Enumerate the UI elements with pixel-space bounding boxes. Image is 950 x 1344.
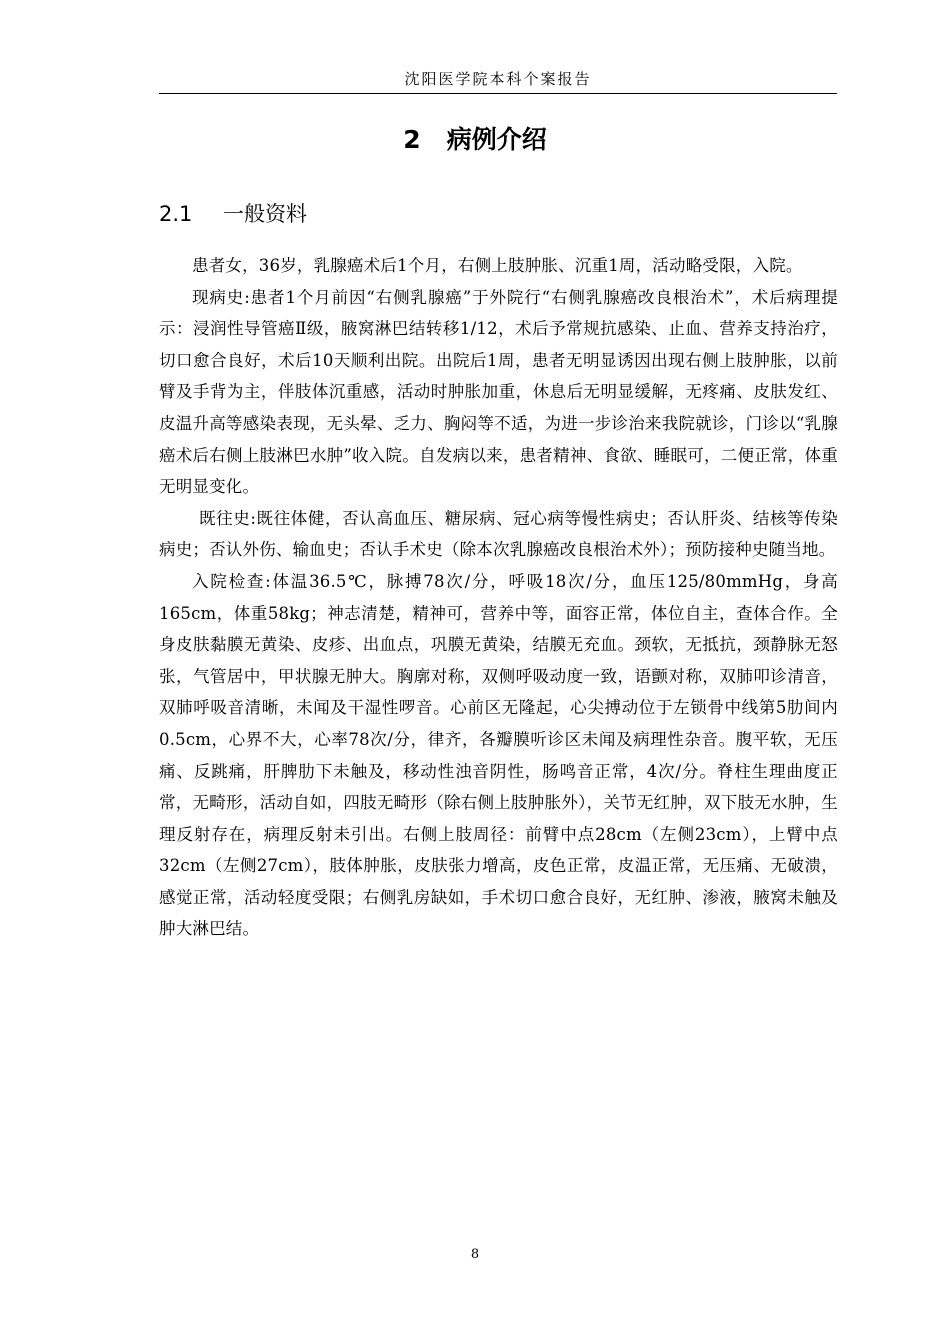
- paragraph-past-history: 既往史:既往体健，否认高血压、糖尿病、冠心病等慢性病史；否认肝炎、结核等传染病史；否认外伤、输血史；否认手术史（除本次乳腺癌改良根治术外）；预防接种史随当地。: [159, 508, 838, 560]
- paragraph-chief-complaint: 患者女，36岁，乳腺癌术后1个月，右侧上肢肿胀、沉重1周，活动略受限，入院。: [192, 256, 803, 275]
- paragraph-present-illness: 现病史:患者1个月前因“右侧乳腺癌”于外院行“右侧乳腺癌改良根治术”，术后病理提示：浸润性导管癌Ⅱ级，腋窝淋巴结转移1/12，术后予常规抗感染、止血、营养支持治疗，切口愈合良好，术后10天顺利出院。出院后1周，患者无明显诱因出现右侧上肢肿胀，以前臂及手背为主，伴肢体沉重感，活动时肿胀加重，休息后无明显缓解，无疼痛、皮肤发红、皮温升高等感染表现，无头晕、乏力、胸闷等不适，为进一步诊治来我院就诊，门诊以“乳腺癌术后右侧上肢淋巴水肿”收入院。自发病以来，患者精神、食欲、睡眠可，二便正常，体重无明显变化。: [159, 287, 838, 497]
- section-heading-text: 一般资料: [223, 202, 307, 226]
- chapter-title-text: 病例介绍: [446, 125, 547, 154]
- chapter-title: [0, 122, 950, 158]
- section-number: 2.1: [159, 202, 193, 226]
- chapter-number: 2: [403, 125, 421, 154]
- section-heading: [159, 198, 307, 230]
- body-text: [159, 250, 838, 945]
- paragraph-admission-exam: 入院检查:体温36.5℃，脉搏78次/分，呼吸18次/分，血压125/80mmHg，身高165cm，体重58kg；神志清楚，精神可，营养中等，面容正常，体位自主，查体合作。全身皮肤黏膜无黄染、皮疹、出血点，巩膜无黄染，结膜无充血。颈软，无抵抗，颈静脉无怒张，气管居中，甲状腺无肿大。胸廓对称，双侧呼吸动度一致，语颤对称，双肺叩诊清音，双肺呼吸音清晰，未闻及干湿性啰音。心前区无隆起，心尖搏动位于左锁骨中线第5肋间内0.5cm，心界不大，心率78次/分，律齐，各瓣膜听诊区未闻及病理性杂音。腹平软，无压痛、反跳痛，肝脾肋下未触及，移动性浊音阴性，肠鸣音正常，4次/分。脊柱生理曲度正常，无畸形，活动自如，四肢无畸形（除右侧上肢肿胀外），关节无红肿，双下肢无水肿，生理反射存在，病理反射未引出。右侧上肢周径：前臂中点28cm（左侧23cm），上臂中点32cm（左侧27cm），肢体肿胀，皮肤张力增高，皮色正常，皮温正常，无压痛、无破溃，感觉正常，活动轻度受限；右侧乳房缺如，手术切口愈合良好，无红肿、渗液，腋窝未触及肿大淋巴结。: [159, 571, 838, 939]
- running-header: 沈阳医学院本科个案报告: [159, 67, 837, 94]
- page-number: 8: [470, 1247, 480, 1262]
